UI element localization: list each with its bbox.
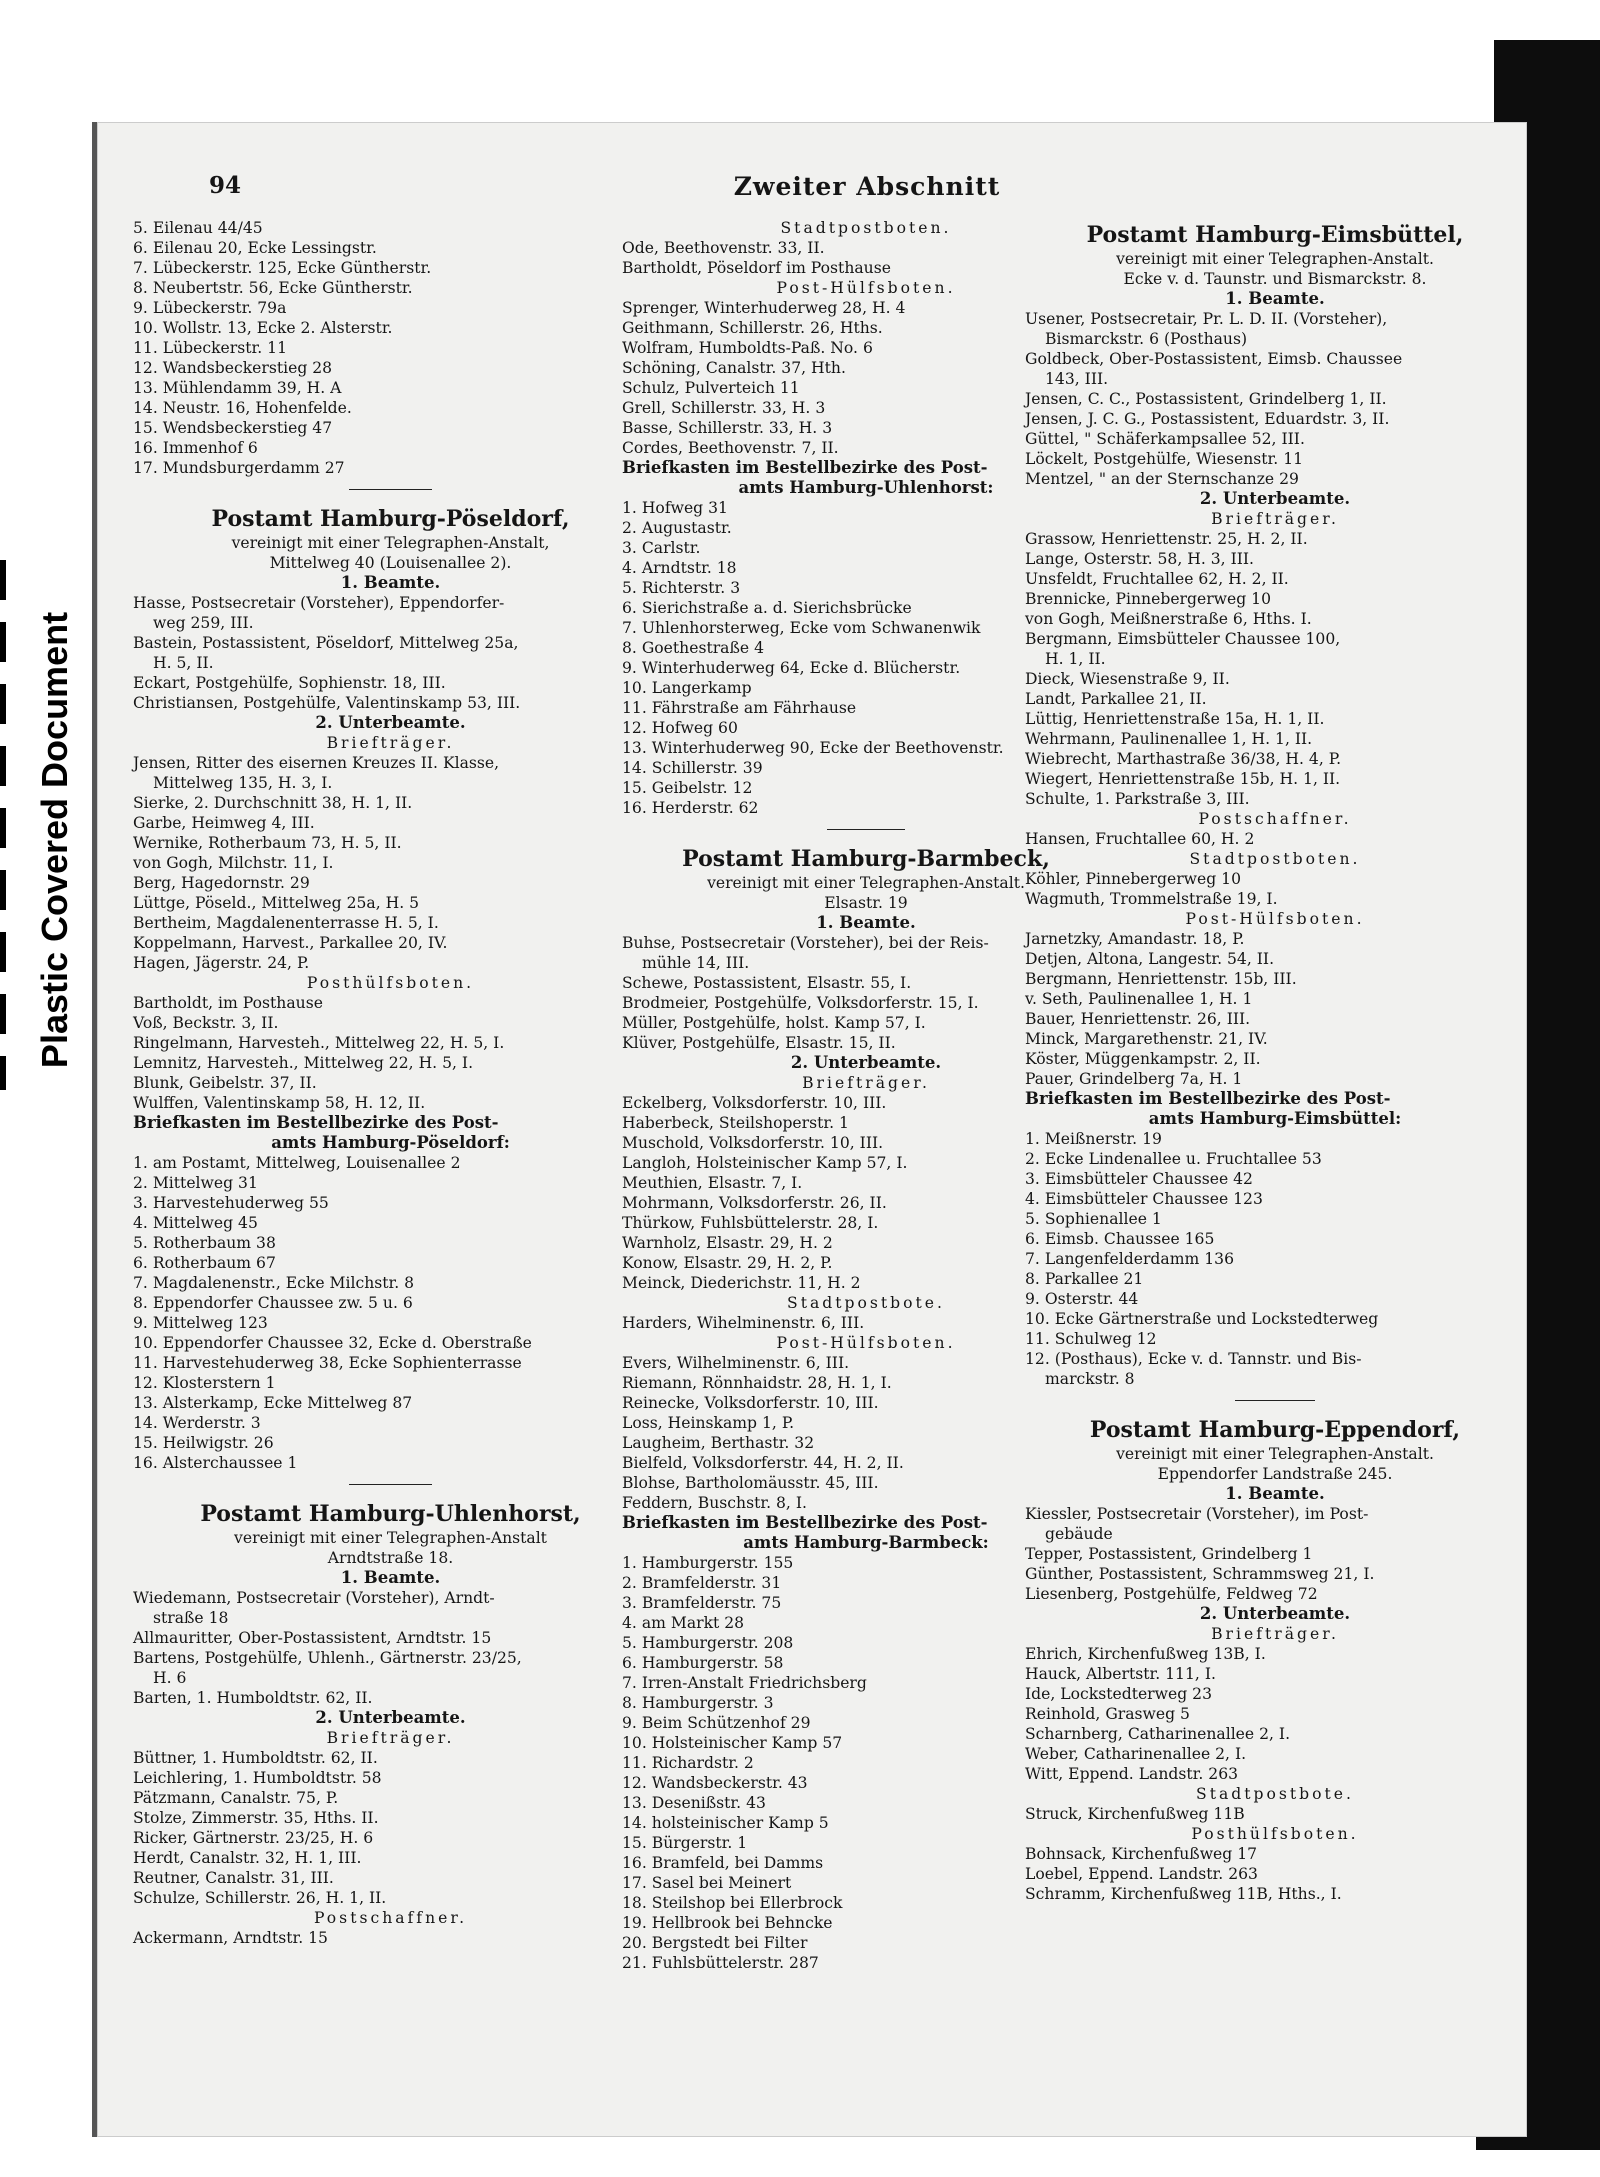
text-line: Buhse, Postsecretair (Vorsteher), bei der Reis-	[622, 934, 989, 952]
text-line: Büttner, 1. Humboldtstr. 62, II.	[133, 1749, 378, 1767]
text-line: Ide, Lockstedterweg 23	[1025, 1685, 1212, 1703]
text-line: Güttel, " Schäferkampsallee 52, III.	[1025, 430, 1305, 448]
text-line: Voß, Beckstr. 3, II.	[133, 1014, 279, 1032]
subsection-heading: Briefträger.	[1211, 510, 1339, 528]
text-line: 5. Rotherbaum 38	[133, 1234, 276, 1252]
text-line: 8. Goethestraße 4	[622, 639, 764, 657]
text-line: 14. holsteinischer Kamp 5	[622, 1814, 829, 1832]
section-heading: 2. Unterbeamte.	[1199, 1604, 1351, 1623]
text-line-continued: Bismarckstr. 6 (Posthaus)	[1045, 330, 1248, 348]
section-heading: 2. Unterbeamte.	[315, 1708, 466, 1727]
text-line: von Gogh, Milchstr. 11, I.	[133, 854, 334, 872]
subsection-heading: Briefträger.	[1211, 1625, 1339, 1643]
subsection-heading: Post-Hülfsboten.	[776, 279, 956, 297]
text-line: Wiegert, Henriettenstraße 15b, H. 1, II.	[1025, 770, 1341, 788]
text-line: Feddern, Buschstr. 8, I.	[622, 1494, 807, 1512]
text-line: Bohnsack, Kirchenfußweg 17	[1025, 1845, 1258, 1863]
text-line: 15. Heilwigstr. 26	[133, 1434, 274, 1452]
text-line: Scharnberg, Catharinenallee 2, I.	[1025, 1725, 1291, 1743]
text-line: Christiansen, Postgehülfe, Valentinskamp 53, III.	[133, 694, 521, 712]
text-line: Minck, Margarethenstr. 21, IV.	[1025, 1030, 1268, 1048]
text-line: 6. Eimsb. Chaussee 165	[1025, 1230, 1215, 1248]
text-line: Leichlering, 1. Humboldtstr. 58	[133, 1769, 382, 1787]
text-line: 6. Eilenau 20, Ecke Lessingstr.	[133, 239, 377, 257]
section-heading: 1. Beamte.	[340, 573, 441, 592]
text-line: Reutner, Canalstr. 31, III.	[133, 1869, 334, 1887]
column-right	[1025, 218, 1525, 1904]
text-line: Jensen, C. C., Postassistent, Grindelberg 1, II.	[1025, 390, 1387, 408]
text-line: Bartholdt, Pöseldorf im Posthause	[622, 259, 891, 277]
text-line: 17. Sasel bei Meinert	[622, 1874, 792, 1892]
text-line: 2. Augustastr.	[622, 519, 732, 537]
text-line: Meuthien, Elsastr. 7, I.	[622, 1174, 803, 1192]
text-line: 1. Hamburgerstr. 155	[622, 1554, 794, 1572]
text-line: Bartholdt, im Posthause	[133, 994, 323, 1012]
text-line: Loebel, Eppend. Landstr. 263	[1025, 1865, 1258, 1883]
text-line: Blunk, Geibelstr. 37, II.	[133, 1074, 317, 1092]
text-line: Günther, Postassistent, Schrammsweg 21, I.	[1025, 1565, 1375, 1583]
text-line: 13. Mühlendamm 39, H. A	[133, 379, 342, 397]
text-line: Ehrich, Kirchenfußweg 13B, I.	[1025, 1645, 1266, 1663]
text-line: Stolze, Zimmerstr. 35, Hths. II.	[133, 1809, 379, 1827]
text-line: Jensen, Ritter des eisernen Kreuzes II. Klasse,	[133, 754, 500, 772]
section-heading: 2. Unterbeamte.	[315, 713, 466, 732]
text-line: 11. Fährstraße am Fährhause	[622, 699, 857, 717]
office-heading: Postamt Hamburg-Uhlenhorst,	[200, 1501, 581, 1527]
text-line: Bergmann, Eimsbütteler Chaussee 100,	[1025, 630, 1341, 648]
text-line: 1. Hofweg 31	[622, 499, 728, 517]
briefkasten-heading: amts Hamburg-Barmbeck:	[743, 1533, 989, 1552]
text-line: 16. Bramfeld, bei Damms	[622, 1854, 824, 1872]
text-line: 8. Hamburgerstr. 3	[622, 1694, 774, 1712]
text-line: Garbe, Heimweg 4, III.	[133, 814, 315, 832]
text-line-continued: H. 1, II.	[1045, 650, 1106, 668]
text-line: Basse, Schillerstr. 33, H. 3	[622, 419, 833, 437]
text-line: Sprenger, Winterhuderweg 28, H. 4	[622, 299, 906, 317]
briefkasten-heading: Briefkasten im Bestellbezirke des Post-	[1025, 1089, 1391, 1108]
text-line: 8. Eppendorfer Chaussee zw. 5 u. 6	[133, 1294, 413, 1312]
text-line: 3. Harvestehuderweg 55	[133, 1194, 329, 1212]
text-line: von Gogh, Meißnerstraße 6, Hths. I.	[1025, 610, 1312, 628]
text-line: Grell, Schillerstr. 33, H. 3	[622, 399, 826, 417]
text-line: 6. Rotherbaum 67	[133, 1254, 276, 1272]
text-line: 18. Steilshop bei Ellerbrock	[622, 1894, 843, 1912]
briefkasten-heading: Briefkasten im Bestellbezirke des Post-	[133, 1113, 499, 1132]
text-line: Goldbeck, Ober-Postassistent, Eimsb. Chaussee	[1025, 350, 1403, 368]
text-line: Lüttig, Henriettenstraße 15a, H. 1, II.	[1025, 710, 1325, 728]
text-line: Pauer, Grindelberg 7a, H. 1	[1025, 1070, 1243, 1088]
text-line: Hansen, Fruchtallee 60, H. 2	[1025, 830, 1255, 848]
text-line: Lange, Osterstr. 58, H. 3, III.	[1025, 550, 1255, 568]
text-line: Koppelmann, Harvest., Parkallee 20, IV.	[133, 934, 448, 952]
briefkasten-heading: amts Hamburg-Uhlenhorst:	[738, 478, 994, 497]
text-line: 8. Parkallee 21	[1025, 1270, 1144, 1288]
text-line: Hauck, Albertstr. 111, I.	[1025, 1665, 1216, 1683]
text-line: 6. Sierichstraße a. d. Sierichsbrücke	[622, 599, 912, 617]
centered-line: vereinigt mit einer Telegraphen-Anstalt,	[231, 534, 550, 552]
text-line: Bauer, Henriettenstr. 26, III.	[1025, 1010, 1251, 1028]
text-line: Evers, Wilhelminenstr. 6, III.	[622, 1354, 850, 1372]
briefkasten-heading: amts Hamburg-Eimsbüttel:	[1148, 1109, 1402, 1128]
text-line: 4. Eimsbütteler Chaussee 123	[1025, 1190, 1263, 1208]
office-heading: Postamt Hamburg-Eimsbüttel,	[1086, 222, 1464, 248]
text-line: 5. Richterstr. 3	[622, 579, 741, 597]
text-line: Eckart, Postgehülfe, Sophienstr. 18, III.	[133, 674, 446, 692]
subsection-heading: Stadtpostboten.	[1189, 850, 1361, 868]
text-line-continued: 143, III.	[1045, 370, 1109, 388]
text-line: Müller, Postgehülfe, holst. Kamp 57, I.	[622, 1014, 926, 1032]
text-line: 5. Eilenau 44/45	[133, 219, 263, 237]
text-line: Mohrmann, Volksdorferstr. 26, II.	[622, 1194, 887, 1212]
text-line: Ringelmann, Harvesteh., Mittelweg 22, H. 5, I.	[133, 1034, 505, 1052]
text-line: Bergmann, Henriettenstr. 15b, III.	[1025, 970, 1297, 988]
text-line: 21. Fuhlsbüttelerstr. 287	[622, 1954, 819, 1972]
text-line: Reinhold, Grasweg 5	[1025, 1705, 1190, 1723]
centered-line: Mittelweg 40 (Louisenallee 2).	[269, 554, 512, 572]
text-line: Wehrmann, Paulinenallee 1, H. 1, II.	[1025, 730, 1313, 748]
section-heading: 1. Beamte.	[1225, 1484, 1325, 1503]
section-heading: 1. Beamte.	[816, 913, 916, 932]
text-line: Konow, Elsastr. 29, H. 2, P.	[622, 1254, 833, 1272]
centered-line: Arndtstraße 18.	[327, 1549, 454, 1567]
text-line: 9. Winterhuderweg 64, Ecke d. Blücherstr.	[622, 659, 961, 677]
text-line: 11. Richardstr. 2	[622, 1754, 754, 1772]
text-line: Hasse, Postsecretair (Vorsteher), Eppendorfer-	[133, 594, 505, 612]
subsection-heading: Stadtpostboten.	[780, 219, 952, 237]
text-line: Wiedemann, Postsecretair (Vorsteher), Arndt-	[133, 1589, 495, 1607]
centered-line: Eppendorfer Landstraße 245.	[1157, 1465, 1393, 1483]
text-line: Usener, Postsecretair, Pr. L. D. II. (Vorsteher),	[1025, 310, 1388, 328]
text-line: 20. Bergstedt bei Filter	[622, 1934, 808, 1952]
separator-rule	[1025, 1389, 1525, 1413]
text-line: 16. Alsterchaussee 1	[133, 1454, 298, 1472]
text-line: Blohse, Bartholomäusstr. 45, III.	[622, 1474, 879, 1492]
text-line: Jarnetzky, Amandastr. 18, P.	[1025, 930, 1245, 948]
separator-rule	[133, 1473, 648, 1497]
text-line: Lemnitz, Harvesteh., Mittelweg 22, H. 5, I.	[133, 1054, 474, 1072]
text-line: 2. Ecke Lindenallee u. Fruchtallee 53	[1025, 1150, 1322, 1168]
subsection-heading: Posthülfsboten.	[1191, 1825, 1359, 1843]
subsection-heading: Briefträger.	[326, 1729, 455, 1747]
text-line: 3. Bramfelderstr. 75	[622, 1594, 782, 1612]
text-line-continued: mühle 14, III.	[642, 954, 750, 972]
text-line: 9. Osterstr. 44	[1025, 1290, 1139, 1308]
text-line: Brennicke, Pinnebergerweg 10	[1025, 590, 1272, 608]
subsection-heading: Post-Hülfsboten.	[776, 1334, 956, 1352]
text-line: 8. Neubertstr. 56, Ecke Güntherstr.	[133, 279, 413, 297]
text-line: Bertheim, Magdalenenterrasse H. 5, I.	[133, 914, 439, 932]
text-line: Schewe, Postassistent, Elsastr. 55, I.	[622, 974, 912, 992]
text-line: 11. Schulweg 12	[1025, 1330, 1157, 1348]
text-line: 5. Sophienallee 1	[1025, 1210, 1162, 1228]
text-line: Schöning, Canalstr. 37, Hth.	[622, 359, 846, 377]
subsection-heading: Stadtpostbote.	[787, 1294, 945, 1312]
text-line: 13. Alsterkamp, Ecke Mittelweg 87	[133, 1394, 413, 1412]
text-line-continued: marckstr. 8	[1045, 1370, 1135, 1388]
subsection-heading: Postschaffner.	[313, 1909, 468, 1927]
briefkasten-heading: amts Hamburg-Pöseldorf:	[271, 1133, 510, 1152]
text-line: 16. Herderstr. 62	[622, 799, 759, 817]
text-line: 4. Arndtstr. 18	[622, 559, 737, 577]
text-line: 7. Uhlenhorsterweg, Ecke vom Schwanenwik	[622, 619, 981, 637]
text-line: Riemann, Rönnhaidstr. 28, H. 1, I.	[622, 1374, 892, 1392]
text-line: Pätzmann, Canalstr. 75, P.	[133, 1789, 339, 1807]
text-line: 2. Bramfelderstr. 31	[622, 1574, 782, 1592]
text-line: Schulz, Pulverteich 11	[622, 379, 800, 397]
subsection-heading: Briefträger.	[802, 1074, 930, 1092]
page-number: 94	[209, 172, 242, 199]
text-line-continued: weg 259, III.	[153, 614, 254, 632]
section-heading: 2. Unterbeamte.	[1199, 489, 1351, 508]
text-line: Langloh, Holsteinischer Kamp 57, I.	[622, 1154, 908, 1172]
text-line: 10. Wollstr. 13, Ecke 2. Alsterstr.	[133, 319, 393, 337]
text-line: 14. Schillerstr. 39	[622, 759, 763, 777]
text-line: Ode, Beethovenstr. 33, II.	[622, 239, 825, 257]
text-line: Jensen, J. C. G., Postassistent, Eduardstr. 3, II.	[1025, 410, 1390, 428]
text-line: 2. Mittelweg 31	[133, 1174, 258, 1192]
text-line: Herdt, Canalstr. 32, H. 1, III.	[133, 1849, 362, 1867]
column-left	[133, 218, 648, 1948]
centered-line: vereinigt mit einer Telegraphen-Anstalt.	[1116, 250, 1434, 268]
section-heading: 1. Beamte.	[1225, 289, 1325, 308]
text-line: 9. Mittelweg 123	[133, 1314, 268, 1332]
text-line: Haberbeck, Steilshoperstr. 1	[622, 1114, 849, 1132]
text-line: 15. Geibelstr. 12	[622, 779, 753, 797]
text-line: Bartens, Postgehülfe, Uhlenh., Gärtnerstr. 23/25,	[133, 1649, 522, 1667]
text-line: 14. Neustr. 16, Hohenfelde.	[133, 399, 352, 417]
text-line: 3. Carlstr.	[622, 539, 701, 557]
centered-line: vereinigt mit einer Telegraphen-Anstalt	[234, 1529, 547, 1547]
subsection-heading: Briefträger.	[326, 734, 455, 752]
subsection-heading: Posthülfsboten.	[306, 974, 475, 992]
office-heading: Postamt Hamburg-Eppendorf,	[1089, 1417, 1461, 1443]
text-line: Ricker, Gärtnerstr. 23/25, H. 6	[133, 1829, 374, 1847]
text-line: Wernike, Rotherbaum 73, H. 5, II.	[133, 834, 402, 852]
text-line: Mentzel, " an der Sternschanze 29	[1025, 470, 1299, 488]
subsection-heading: Post-Hülfsboten.	[1185, 910, 1365, 928]
text-line-continued: gebäude	[1045, 1525, 1113, 1543]
text-line: Cordes, Beethovenstr. 7, II.	[622, 439, 839, 457]
subsection-heading: Stadtpostbote.	[1196, 1785, 1354, 1803]
text-line: Grassow, Henriettenstr. 25, H. 2, II.	[1025, 530, 1308, 548]
text-line: Lüttge, Pöseld., Mittelweg 25a, H. 5	[133, 894, 420, 912]
text-line-continued: H. 6	[153, 1669, 187, 1687]
text-line: 10. Langerkamp	[622, 679, 752, 697]
text-line: Landt, Parkallee 21, II.	[1025, 690, 1207, 708]
text-line: 6. Hamburgerstr. 58	[622, 1654, 784, 1672]
text-line-continued: straße 18	[153, 1609, 229, 1627]
text-line: 9. Beim Schützenhof 29	[622, 1714, 811, 1732]
text-line: Liesenberg, Postgehülfe, Feldweg 72	[1025, 1585, 1318, 1603]
text-line: 12. (Posthaus), Ecke v. d. Tannstr. und Bis-	[1025, 1350, 1362, 1368]
text-line: Detjen, Altona, Langestr. 54, II.	[1025, 950, 1275, 968]
text-line: 4. Mittelweg 45	[133, 1214, 258, 1232]
text-line: Witt, Eppend. Landstr. 263	[1025, 1765, 1239, 1783]
text-line: Schulte, 1. Parkstraße 3, III.	[1025, 790, 1250, 808]
separator-rule	[133, 478, 648, 502]
centered-line: vereinigt mit einer Telegraphen-Anstalt.	[1116, 1445, 1434, 1463]
text-line: Köster, Müggenkampstr. 2, II.	[1025, 1050, 1261, 1068]
text-line: 12. Klosterstern 1	[133, 1374, 276, 1392]
text-line: Loss, Heinskamp 1, P.	[622, 1414, 795, 1432]
text-line: 17. Mundsburgerdamm 27	[133, 459, 345, 477]
text-line: Muschold, Volksdorferstr. 10, III.	[622, 1134, 884, 1152]
briefkasten-heading: Briefkasten im Bestellbezirke des Post-	[622, 1513, 988, 1532]
text-line-continued: H. 5, II.	[153, 654, 214, 672]
section-title: Zweiter Abschnitt	[733, 172, 1001, 201]
text-line: Tepper, Postassistent, Grindelberg 1	[1025, 1545, 1313, 1563]
text-line: 4. am Markt 28	[622, 1614, 745, 1632]
text-line: Schulze, Schillerstr. 26, H. 1, II.	[133, 1889, 387, 1907]
text-line: 11. Lübeckerstr. 11	[133, 339, 287, 357]
text-line: 14. Werderstr. 3	[133, 1414, 261, 1432]
text-line: Bielfeld, Volksdorferstr. 44, H. 2, II.	[622, 1454, 904, 1472]
text-line: 7. Irren-Anstalt Friedrichsberg	[622, 1674, 867, 1692]
text-line: Köhler, Pinnebergerweg 10	[1025, 870, 1242, 888]
text-line: 10. Ecke Gärtnerstraße und Lockstedterweg	[1025, 1310, 1379, 1328]
page-header	[97, 172, 1527, 212]
text-line: 13. Desenißstr. 43	[622, 1794, 766, 1812]
text-line: 12. Wandsbeckerstr. 43	[622, 1774, 808, 1792]
section-heading: 1. Beamte.	[340, 1568, 441, 1587]
centered-line: Elsastr. 19	[824, 894, 908, 912]
text-line: Schramm, Kirchenfußweg 11B, Hths., I.	[1025, 1885, 1342, 1903]
text-line: Reinecke, Volksdorferstr. 10, III.	[622, 1394, 879, 1412]
text-line: Berg, Hagedornstr. 29	[133, 874, 310, 892]
text-line: Wagmuth, Trommelstraße 19, I.	[1025, 890, 1278, 908]
text-line: 5. Hamburgerstr. 208	[622, 1634, 794, 1652]
briefkasten-heading: Briefkasten im Bestellbezirke des Post-	[622, 458, 988, 477]
text-line: 1. am Postamt, Mittelweg, Louisenallee 2	[133, 1154, 461, 1172]
text-line: 13. Winterhuderweg 90, Ecke der Beethovenstr.	[622, 739, 1004, 757]
text-line: Klüver, Postgehülfe, Elsastr. 15, II.	[622, 1034, 896, 1052]
text-line: Brodmeier, Postgehülfe, Volksdorferstr. 15, I.	[622, 994, 979, 1012]
cut-off-text	[0, 560, 6, 1090]
subsection-heading: Postschaffner.	[1198, 810, 1352, 828]
text-line: 10. Eppendorfer Chaussee 32, Ecke d. Oberstraße	[133, 1334, 532, 1352]
text-line: Wolfram, Humboldts-Paß. No. 6	[622, 339, 873, 357]
text-line: 16. Immenhof 6	[133, 439, 258, 457]
text-line: 3. Eimsbütteler Chaussee 42	[1025, 1170, 1253, 1188]
text-line: Warnholz, Elsastr. 29, H. 2	[622, 1234, 833, 1252]
text-line: 7. Lübeckerstr. 125, Ecke Güntherstr.	[133, 259, 432, 277]
side-label-text: Plastic Covered Document	[34, 611, 75, 1069]
section-heading: 2. Unterbeamte.	[790, 1053, 942, 1072]
text-line: Ackermann, Arndtstr. 15	[133, 1929, 328, 1947]
centered-line: Ecke v. d. Taunstr. und Bismarckstr. 8.	[1123, 270, 1427, 288]
text-line: 7. Magdalenenstr., Ecke Milchstr. 8	[133, 1274, 415, 1292]
text-line-continued: Mittelweg 135, H. 3, I.	[153, 774, 333, 792]
text-line: Barten, 1. Humboldtstr. 62, II.	[133, 1689, 373, 1707]
text-line: Dieck, Wiesenstraße 9, II.	[1025, 670, 1230, 688]
text-line: Weber, Catharinenallee 2, I.	[1025, 1745, 1247, 1763]
text-line: 7. Langenfelderdamm 136	[1025, 1250, 1235, 1268]
text-line: Bastein, Postassistent, Pöseldorf, Mittelweg 25a,	[133, 634, 519, 652]
text-line: Thürkow, Fuhlsbüttelerstr. 28, I.	[622, 1214, 879, 1232]
text-line: 9. Lübeckerstr. 79a	[133, 299, 287, 317]
text-line: Geithmann, Schillerstr. 26, Hths.	[622, 319, 883, 337]
text-line: Unsfeldt, Fruchtallee 62, H. 2, II.	[1025, 570, 1289, 588]
text-line: Kiessler, Postsecretair (Vorsteher), im Post-	[1025, 1505, 1369, 1523]
text-line: Struck, Kirchenfußweg 11B	[1025, 1805, 1245, 1823]
text-line: 19. Hellbrook bei Behncke	[622, 1914, 833, 1932]
office-heading: Postamt Hamburg-Pöseldorf,	[211, 506, 570, 532]
text-line: Wiebrecht, Marthastraße 36/38, H. 4, P.	[1025, 750, 1342, 768]
office-heading: Postamt Hamburg-Barmbeck,	[682, 846, 1050, 872]
text-line: Meinck, Diederichstr. 11, H. 2	[622, 1274, 861, 1292]
text-line: Allmauritter, Ober-Postassistent, Arndtstr. 15	[133, 1629, 492, 1647]
document-page	[92, 122, 1527, 2137]
text-line: 12. Hofweg 60	[622, 719, 738, 737]
text-line: Sierke, 2. Durchschnitt 38, H. 1, II.	[133, 794, 413, 812]
centered-line: vereinigt mit einer Telegraphen-Anstalt.	[707, 874, 1025, 892]
text-line: 15. Wendsbeckerstieg 47	[133, 419, 333, 437]
text-line: Löckelt, Postgehülfe, Wiesenstr. 11	[1025, 450, 1304, 468]
text-line: Laugheim, Berthastr. 32	[622, 1434, 815, 1452]
text-line: v. Seth, Paulinenallee 1, H. 1	[1025, 990, 1253, 1008]
text-line: Harders, Wihelminenstr. 6, III.	[622, 1314, 865, 1332]
text-line: 12. Wandsbeckerstieg 28	[133, 359, 333, 377]
text-line: 15. Bürgerstr. 1	[622, 1834, 748, 1852]
text-line: Wulffen, Valentinskamp 58, H. 12, II.	[133, 1094, 426, 1112]
text-line: Eckelberg, Volksdorferstr. 10, III.	[622, 1094, 887, 1112]
text-line: Hagen, Jägerstr. 24, P.	[133, 954, 310, 972]
text-line: 10. Holsteinischer Kamp 57	[622, 1734, 843, 1752]
text-line: 1. Meißnerstr. 19	[1025, 1130, 1162, 1148]
text-line: 11. Harvestehuderweg 38, Ecke Sophienterrasse	[133, 1354, 522, 1372]
